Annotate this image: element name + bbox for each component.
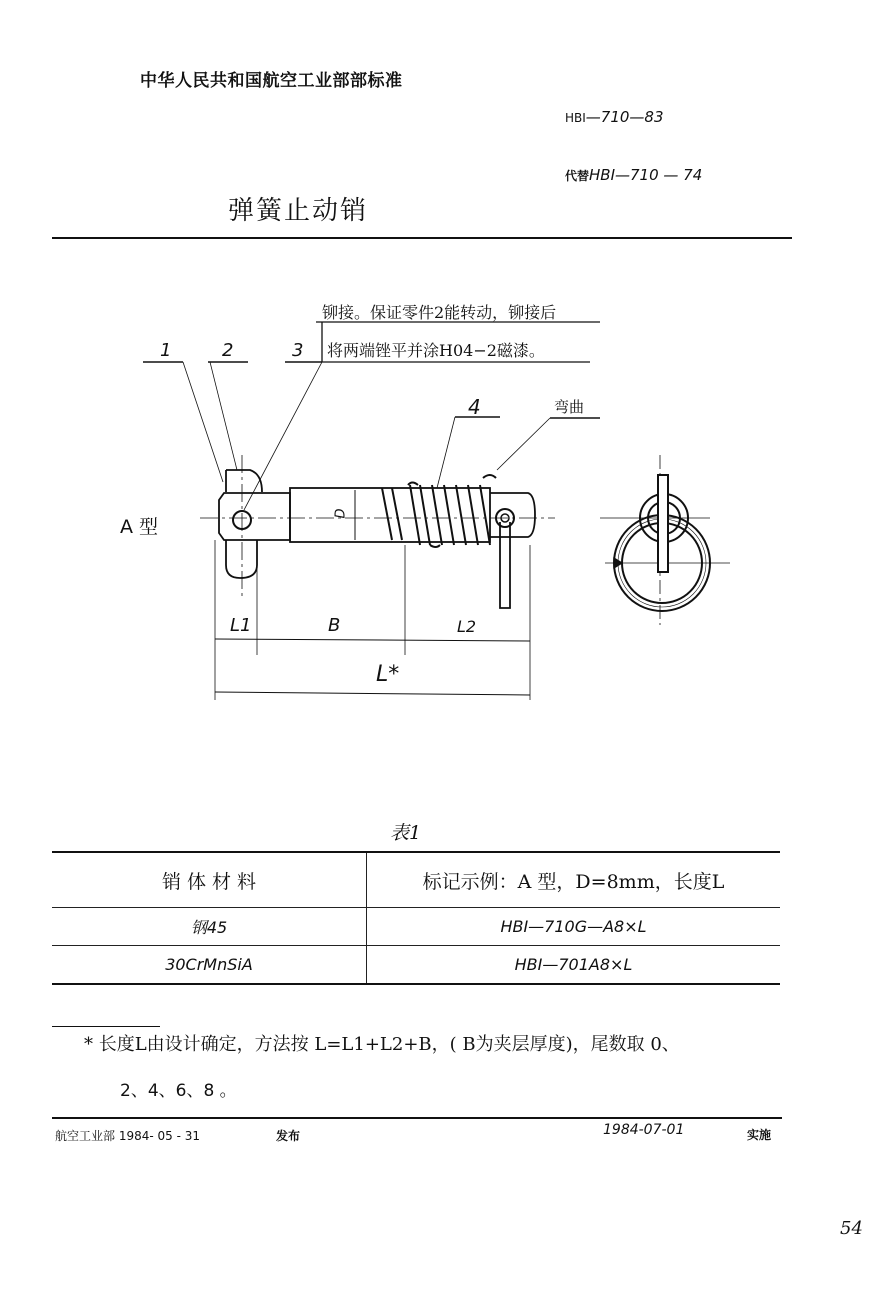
page-number: 54 [840, 1218, 863, 1239]
standard-code: —710—83 [585, 108, 664, 126]
cell-marking: HBI—710G—A8×L [367, 908, 781, 946]
footnote-divider [52, 1026, 160, 1027]
table-row [52, 946, 780, 985]
footnote-line-2: 2、4、6、8 。 [120, 1081, 237, 1101]
dim-b: B [328, 615, 341, 636]
dim-l-total: L* [376, 662, 400, 687]
type-label: A 型 [120, 516, 159, 538]
replaces-prefix: 代替 [565, 169, 590, 183]
cell-material: 钢45 [52, 908, 367, 946]
material-marking-table [52, 851, 780, 985]
note-line-2: 将两端锉平并涂H04−2磁漆。 [327, 341, 545, 360]
table-row [52, 908, 780, 946]
cell-material: 30CrMnSiA [52, 946, 367, 985]
replaces-code: HBI—710 — 74 [589, 166, 703, 184]
footnote-line-1: * 长度L由设计确定，方法按 L=L1+L2+B，( B为夹层厚度)，尾数取 0、 [84, 1034, 680, 1055]
diameter-label: D [333, 508, 349, 519]
published-label: 发布 [276, 1129, 301, 1143]
implemented-label: 实施 [747, 1128, 772, 1142]
table-caption: 表1 [390, 822, 422, 844]
table-header-row [52, 852, 780, 908]
bend-label: 弯曲 [554, 398, 585, 416]
dim-l1: L1 [230, 615, 252, 636]
document-title: 弹簧止动销 [228, 196, 369, 226]
issuer-date: 航空工业部 1984- 05 - 31 [55, 1129, 200, 1143]
header-material: 销 体 材 料 [52, 852, 367, 908]
callout-1: 1 [160, 340, 172, 361]
callout-2: 2 [222, 340, 234, 361]
dim-l2: L2 [457, 617, 477, 636]
callout-3: 3 [292, 340, 304, 361]
cell-marking: HBI—701A8×L [367, 946, 781, 985]
note-line-1: 铆接。保证零件2能转动，铆接后 [322, 303, 557, 322]
callout-4: 4 [468, 395, 481, 419]
footer-divider [52, 1117, 782, 1119]
standard-prefix: HBI [565, 111, 586, 125]
issuing-organization: 中华人民共和国航空工业部部标准 [140, 71, 403, 91]
header-marking-example: 标记示例：A 型，D=8mm，长度L [367, 852, 781, 908]
effective-date: 1984-07-01 [603, 1122, 685, 1138]
